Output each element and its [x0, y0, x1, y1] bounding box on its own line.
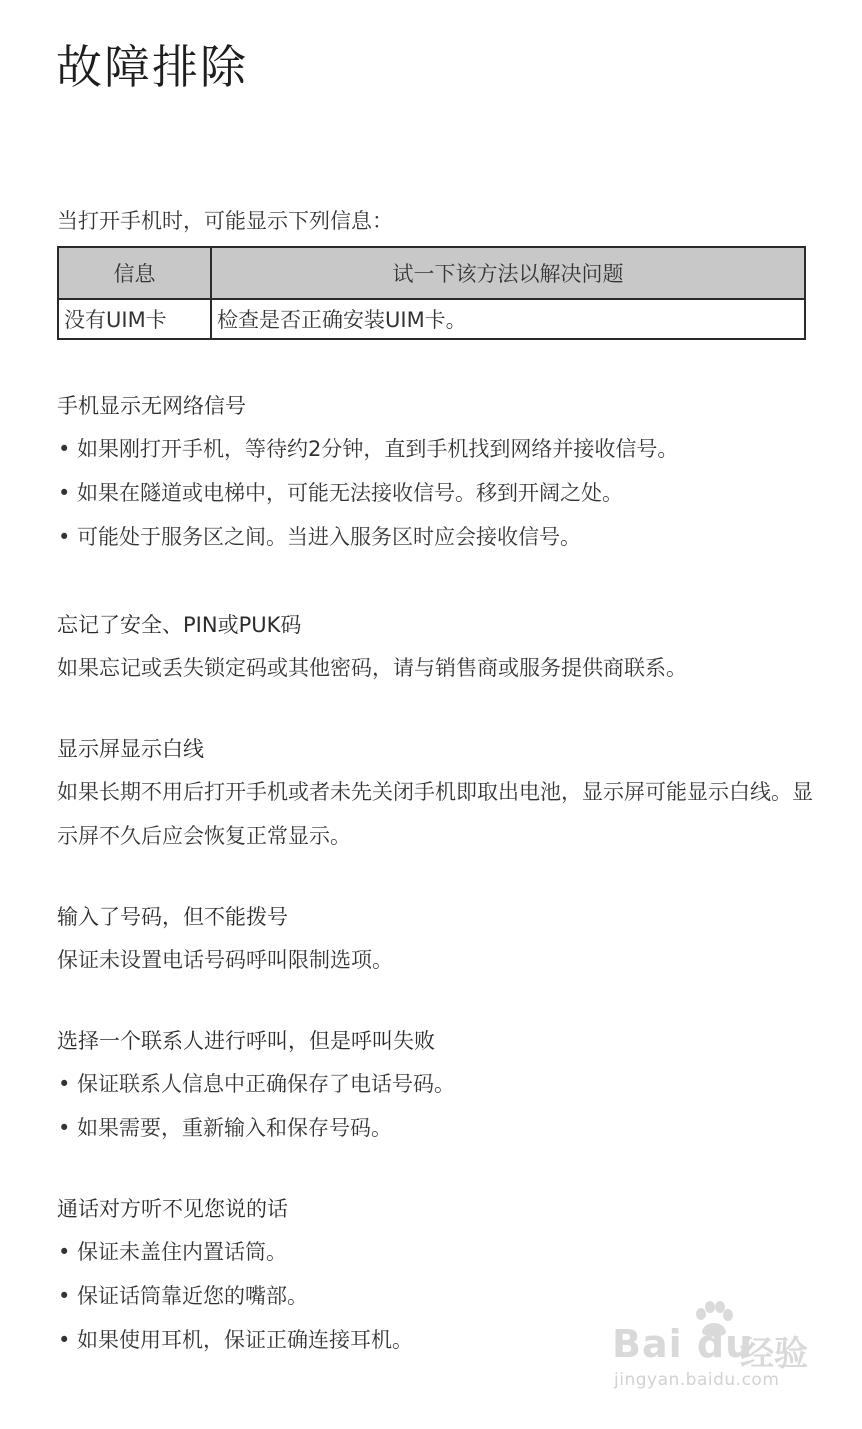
list-item-text: 如果在隧道或电梯中，可能无法接收信号。移到开阔之处。 — [77, 481, 623, 505]
page-title: 故障排除 — [56, 40, 248, 94]
section-heading: 选择一个联系人进行呼叫，但是呼叫失败 — [57, 1029, 435, 1053]
table-header-message: 信息 — [58, 247, 211, 299]
section-text: 如果长期不用后打开手机或者未先关闭手机即取出电池，显示屏可能显示白线。显示屏不久后应会恢复正常显示。 — [57, 780, 813, 848]
list-item-text: 如果刚打开手机，等待约2分钟，直到手机找到网络并接收信号。 — [77, 437, 679, 461]
list-item — [57, 1237, 817, 1267]
section-heading: 显示屏显示白线 — [57, 737, 204, 761]
bullet-icon: • — [58, 1072, 71, 1096]
list-item-text: 保证联系人信息中正确保存了电话号码。 — [77, 1072, 455, 1096]
list-item — [57, 1069, 817, 1099]
bullet-icon: • — [58, 437, 71, 461]
section-text: 如果忘记或丢失锁定码或其他密码，请与销售商或服务提供商联系。 — [57, 656, 687, 680]
table-header-solution: 试一下该方法以解决问题 — [211, 247, 805, 299]
list-item-text: 保证话筒靠近您的嘴部。 — [77, 1284, 308, 1308]
bullet-icon: • — [58, 1116, 71, 1140]
section-text: 保证未设置电话号码呼叫限制选项。 — [57, 948, 393, 972]
intro-text: 当打开手机时，可能显示下列信息： — [57, 209, 393, 233]
bullet-icon: • — [58, 481, 71, 505]
list-item — [57, 434, 817, 464]
bullet-icon: • — [58, 1284, 71, 1308]
table-cell-solution: 检查是否正确安装UIM卡。 — [211, 299, 805, 339]
watermark-cn-text: 经验 — [740, 1334, 808, 1374]
watermark-logo-text: Bai du — [612, 1322, 754, 1366]
section-forgot-code — [57, 610, 817, 690]
bullet-icon: • — [58, 1240, 71, 1264]
table-cell-message: 没有UIM卡 — [58, 299, 211, 339]
watermark-url: jingyan.baidu.com — [614, 1370, 780, 1390]
list-item — [57, 522, 817, 552]
list-item-text: 保证未盖住内置话筒。 — [77, 1240, 287, 1264]
section-white-lines — [57, 734, 817, 858]
list-item — [57, 478, 817, 508]
bullet-list — [57, 434, 817, 552]
bullet-icon: • — [58, 1328, 71, 1352]
list-item-text: 如果使用耳机，保证正确连接耳机。 — [77, 1328, 413, 1352]
table-row — [58, 299, 805, 339]
list-item — [57, 1113, 817, 1143]
section-no-signal — [57, 391, 817, 566]
section-heading: 输入了号码，但不能拨号 — [57, 905, 288, 929]
bullet-list — [57, 1069, 817, 1143]
section-heading: 忘记了安全、PIN或PUK码 — [57, 613, 302, 637]
section-cannot-dial — [57, 902, 817, 982]
section-heading: 手机显示无网络信号 — [57, 394, 246, 418]
bullet-icon: • — [58, 525, 71, 549]
section-heading: 通话对方听不见您说的话 — [57, 1197, 288, 1221]
list-item-text: 可能处于服务区之间。当进入服务区时应会接收信号。 — [77, 525, 581, 549]
message-table — [57, 246, 806, 340]
table-header-row — [58, 247, 805, 299]
list-item-text: 如果需要，重新输入和保存号码。 — [77, 1116, 392, 1140]
section-call-fails — [57, 1026, 817, 1157]
baidu-watermark — [612, 1300, 812, 1396]
